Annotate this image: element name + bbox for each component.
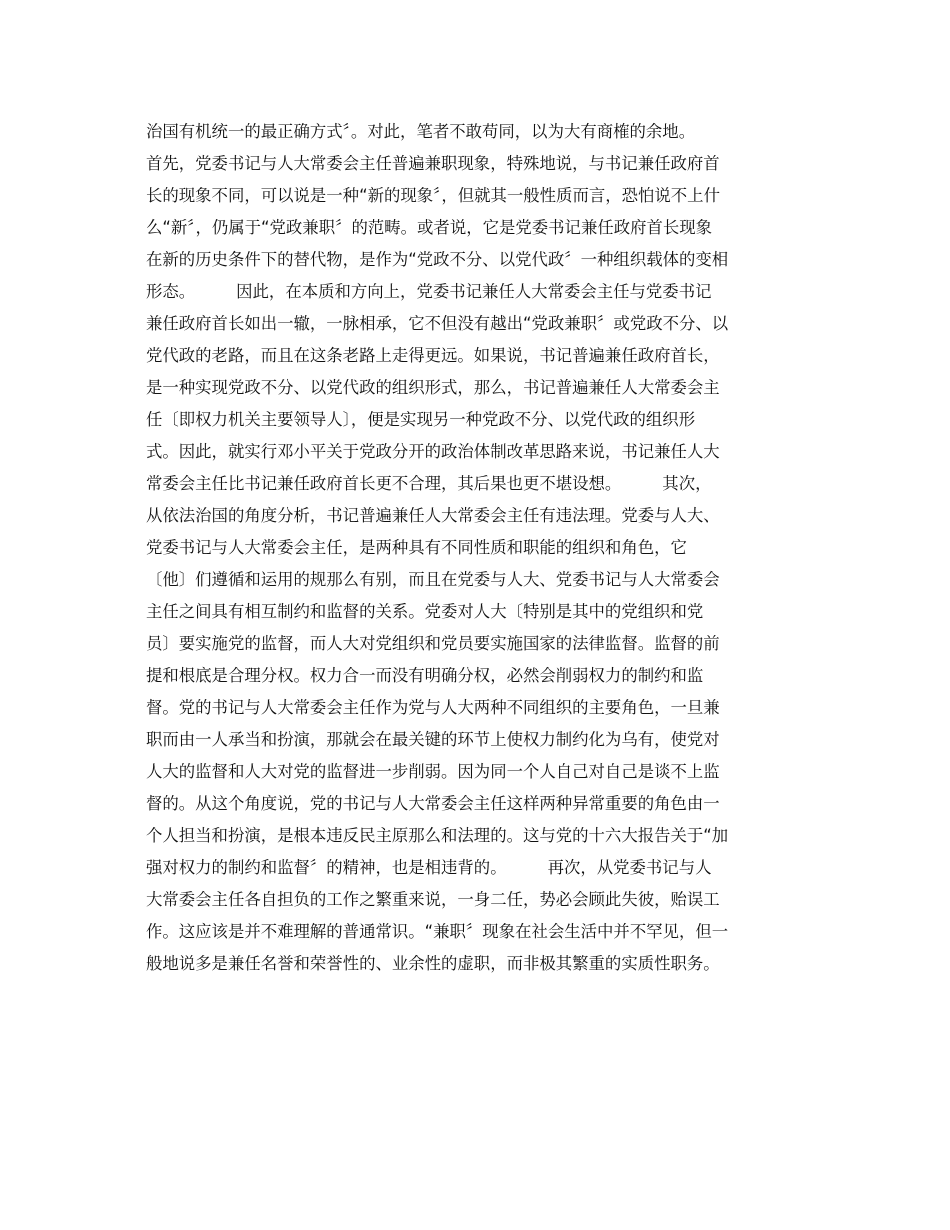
text-line: 人大的监督和人大对党的监督进一步削弱。因为同一个人自己对自己是谈不上监	[146, 762, 720, 781]
text-line: 作。这应该是并不难理解的普通常识。“兼职〞现象在社会生活中并不罕见，但一	[146, 922, 729, 941]
text-line: 在新的历史条件下的替代物，是作为“党政不分、以党代政〞一种组织载体的变相	[146, 250, 729, 269]
text-line: 从依法治国的角度分析，书记普遍兼任人大常委会主任有违法理。党委与人大、	[146, 506, 720, 525]
text-line: 职而由一人承当和扮演，那就会在最关键的环节上使权力制约化为乌有，使党对	[146, 730, 720, 749]
text-line: 首先，党委书记与人大常委会主任普遍兼职现象，特殊地说，与书记兼任政府首	[146, 154, 720, 173]
text-line: 〔他〕们遵循和运用的规那么有别，而且在党委与人大、党委书记与人大常委会	[146, 570, 720, 589]
text-line: 兼任政府首长如出一辙，一脉相承，它不但没有越出“党政兼职〞或党政不分、以	[146, 314, 729, 333]
text-line: 式。因此，就实行邓小平关于党政分开的政治体制改革思路来说，书记兼任人大	[146, 442, 720, 461]
text-line: 员〕要实施党的监督，而人大对党组织和党员要实施国家的法律监督。监督的前	[146, 634, 720, 653]
text-line: 么“新〞，仍属于“党政兼职〞的范畴。或者说，它是党委书记兼任政府首长现象	[146, 218, 713, 237]
text-line: 提和根底是合理分权。权力合一而没有明确分权，必然会削弱权力的制约和监	[146, 666, 704, 685]
text-line: 督的。从这个角度说，党的书记与人大常委会主任这样两种异常重要的角色由一	[146, 794, 720, 813]
text-line: 是一种实现党政不分、以党代政的组织形式，那么，书记普遍兼任人大常委会主	[146, 378, 720, 397]
text-line: 强对权力的制约和监督〞的精神，也是相违背的。 再次，从党委书记与人	[146, 858, 712, 877]
text-line: 般地说多是兼任名誉和荣誉性的、业余性的虚职，而非极其繁重的实质性职务。	[146, 954, 720, 973]
text-line: 党委书记与人大常委会主任，是两种具有不同性质和职能的组织和角色，它	[146, 538, 687, 557]
text-line: 治国有机统一的最正确方式〞。对此，笔者不敢苟同，以为大有商榷的余地。	[146, 122, 696, 141]
text-line: 主任之间具有相互制约和监督的关系。党委对人大〔特别是其中的党组织和党	[146, 602, 704, 621]
text-line: 党代政的老路，而且在这条老路上走得更远。如果说，书记普遍兼任政府首长，	[146, 346, 720, 365]
text-line: 形态。 因此，在本质和方向上，党委书记兼任人大常委会主任与党委书记	[146, 282, 712, 301]
body-text	[146, 116, 816, 980]
text-line: 大常委会主任各自担负的工作之繁重来说，一身二任，势必会顾此失彼，贻误工	[146, 890, 720, 909]
text-line: 个人担当和扮演，是根本违反民主原那么和法理的。这与党的十六大报告关于“加	[146, 826, 729, 845]
text-line: 督。党的书记与人大常委会主任作为党与人大两种不同组织的主要角色，一旦兼	[146, 698, 720, 717]
text-line: 长的现象不同，可以说是一种“新的现象〞，但就其一般性质而言，恐怕说不上什	[146, 186, 720, 205]
text-line: 任〔即权力机关主要领导人〕，便是实现另一种党政不分、以党代政的组织形	[146, 410, 696, 429]
text-line: 常委会主任比书记兼任政府首长更不合理，其后果也更不堪设想。 其次，	[146, 474, 712, 493]
